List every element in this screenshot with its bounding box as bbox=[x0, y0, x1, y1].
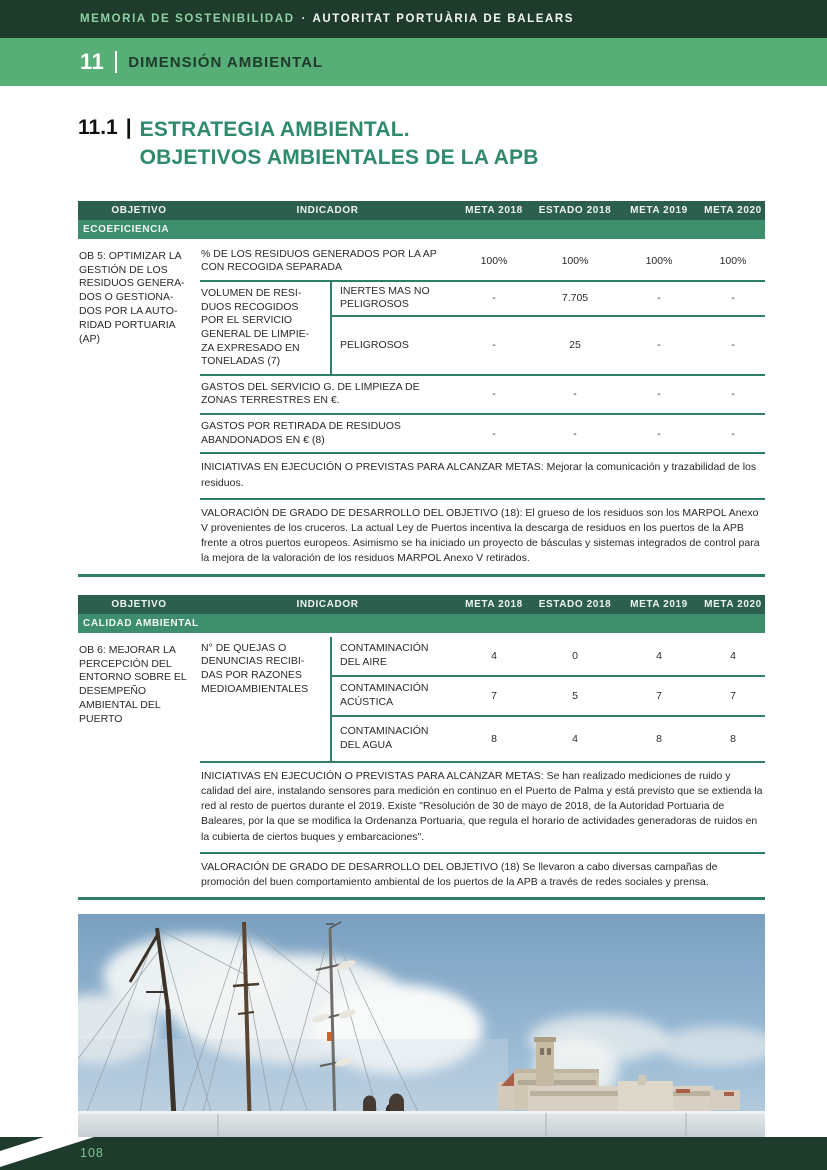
page-number: 108 bbox=[80, 1146, 104, 1160]
initiatives-paragraph: INICIATIVAS EN EJECUCIÓN O PREVISTAS PARA ALCANZAR METAS: Mejorar la comunicación y trazabilidad de los residuos. bbox=[200, 454, 765, 499]
port-photo bbox=[78, 914, 765, 1154]
value-cell: 0 bbox=[533, 637, 617, 677]
value-cell: - bbox=[701, 317, 765, 376]
value-cell: - bbox=[701, 415, 765, 454]
section-title-divider: | bbox=[125, 116, 132, 139]
value-cell: 4 bbox=[617, 637, 701, 677]
indicator-cell: N° DE QUEJAS O DENUNCIAS RECIBI-DAS POR RAZONES MEDIOAMBIENTALES bbox=[200, 637, 330, 763]
column-header-meta2020: META 2020 bbox=[701, 201, 765, 220]
column-header-meta2018: META 2018 bbox=[455, 595, 533, 614]
assessment-paragraph: VALORACIÓN DE GRADO DE DESARROLLO DEL OBJETIVO (18) Se llevaron a cabo diversas campañas de promoción del buen comportamiento ambiental de los puertos de la APB a través de redes sociales y prensa. bbox=[201, 860, 718, 888]
assessment-paragraph: VALORACIÓN DE GRADO DE DESARROLLO DEL OBJETIVO (18): El grueso de los residuos son los MARPOL Anexo V provenientes de los cruceros. La actual Ley de Puertos incentiva la descarga de residuos en los puertos de la APB frente a otros puertos europeos. Asimismo se ha iniciado un proyecto de básculas y sistemas integrados de control para la mejora de la valoración de los residuos MARPOL Anexo V retirados. bbox=[201, 506, 760, 565]
header-separator: · bbox=[301, 13, 306, 25]
value-cell: 7 bbox=[617, 677, 701, 717]
value-cell: 7.705 bbox=[533, 282, 617, 317]
value-cell: 100% bbox=[701, 243, 765, 282]
value-cell: 4 bbox=[701, 637, 765, 677]
value-cell: 8 bbox=[701, 717, 765, 763]
value-cell: 4 bbox=[533, 717, 617, 763]
section-title-block bbox=[78, 116, 827, 173]
value-cell: 7 bbox=[701, 677, 765, 717]
table-ecoeficiencia bbox=[78, 201, 765, 577]
column-header-meta2018: META 2018 bbox=[455, 201, 533, 220]
chapter-title: DIMENSIÓN AMBIENTAL bbox=[128, 53, 324, 71]
value-cell: 4 bbox=[455, 637, 533, 677]
indicator-cell: GASTOS DEL SERVICIO G. DE LIMPIEZA DE ZONAS TERRESTRES EN €. bbox=[200, 376, 455, 415]
chapter-number: 11 bbox=[80, 49, 105, 74]
section-title-line2: OBJETIVOS AMBIENTALES DE LA APB bbox=[139, 146, 539, 170]
value-cell: 7 bbox=[455, 677, 533, 717]
value-cell: - bbox=[455, 317, 533, 376]
sub-indicator-cell: INERTES MAS NO PELIGROSOS bbox=[330, 282, 455, 317]
column-header-indicador: INDICADOR bbox=[200, 201, 455, 220]
value-cell: - bbox=[617, 282, 701, 317]
value-cell: 100% bbox=[533, 243, 617, 282]
wall-top-edge bbox=[78, 1111, 765, 1114]
value-cell: - bbox=[617, 317, 701, 376]
column-header-objetivo: OBJETIVO bbox=[78, 595, 200, 614]
report-title: MEMORIA DE SOSTENIBILIDAD bbox=[80, 13, 295, 25]
column-header-objetivo: OBJETIVO bbox=[78, 201, 200, 220]
report-header-bar bbox=[0, 0, 827, 38]
initiatives-paragraph: INICIATIVAS EN EJECUCIÓN O PREVISTAS PARA ALCANZAR METAS: Se han realizado mediciones de ruido y calidad del aire, instalando sensores para medición en continuo en el Puerto de Palma y está previsto que se extienda la red al resto de puertos durante el 2019. Existe "Resolución de 30 de mayo de 2018, de la Autoridad Portuaria de Baleares, por la que se modifica la Ordenanza Portuaria, que regula el horario de actividades generadoras de ruidos en la cubierta de ciertos buques y embarcaciones". bbox=[200, 763, 765, 854]
value-cell: - bbox=[455, 376, 533, 415]
value-cell: 100% bbox=[617, 243, 701, 282]
value-cell: 5 bbox=[533, 677, 617, 717]
value-cell: - bbox=[701, 376, 765, 415]
organization-name: AUTORITAT PORTUÀRIA DE BALEARS bbox=[312, 13, 575, 25]
value-cell: - bbox=[617, 415, 701, 454]
value-cell: - bbox=[617, 376, 701, 415]
category-row: ECOEFICIENCIA bbox=[78, 220, 765, 239]
column-header-meta2019: META 2019 bbox=[617, 595, 701, 614]
section-number: 11.1 bbox=[78, 116, 118, 139]
chapter-bar bbox=[0, 38, 827, 86]
value-cell: - bbox=[533, 376, 617, 415]
sub-indicator-cell: CONTAMINACIÓN DEL AGUA bbox=[330, 717, 455, 763]
sub-indicator-cell: CONTAMINACIÓN ACÚSTICA bbox=[330, 677, 455, 717]
footer-graphic bbox=[0, 1137, 827, 1170]
column-header-estado2018: ESTADO 2018 bbox=[533, 201, 617, 220]
value-cell: - bbox=[533, 415, 617, 454]
value-cell: - bbox=[455, 282, 533, 317]
footer-bar bbox=[0, 1137, 827, 1170]
section-title-line1: ESTRATEGIA AMBIENTAL. bbox=[139, 118, 410, 141]
column-header-meta2020: META 2020 bbox=[701, 595, 765, 614]
sub-indicator-cell: PELIGROSOS bbox=[330, 317, 455, 376]
value-cell: 8 bbox=[455, 717, 533, 763]
objective-cell: OB 5: OPTIMIZAR LA GESTIÓN DE LOS RESIDUOS GENERA-DOS O GESTIONA-DOS POR LA AUTO-RIDAD PORTUARIA (AP) bbox=[79, 249, 185, 345]
column-header-indicador: INDICADOR bbox=[200, 595, 455, 614]
footer-background bbox=[0, 1137, 827, 1170]
category-row: CALIDAD AMBIENTAL bbox=[78, 614, 765, 633]
column-header-estado2018: ESTADO 2018 bbox=[533, 595, 617, 614]
value-cell: 8 bbox=[617, 717, 701, 763]
value-cell: - bbox=[455, 415, 533, 454]
indicator-cell: % DE LOS RESIDUOS GENERADOS POR LA AP CON RECOGIDA SEPARADA bbox=[200, 243, 455, 282]
section-title bbox=[140, 116, 539, 173]
column-header-meta2019: META 2019 bbox=[617, 201, 701, 220]
value-cell: - bbox=[701, 282, 765, 317]
value-cell: 25 bbox=[533, 317, 617, 376]
indicator-cell: GASTOS POR RETIRADA DE RESIDUOS ABANDONADOS EN € (8) bbox=[200, 415, 455, 454]
chapter-divider bbox=[115, 51, 117, 73]
objective-cell: OB 6: MEJORAR LA PERCEPCIÓN DEL ENTORNO SOBRE EL DESEMPEÑO AMBIENTAL DEL PUERTO bbox=[79, 643, 187, 725]
indicator-cell: VOLUMEN DE RESI-DUOS RECOGIDOS POR EL SERVICIO GENERAL DE LIMPIE-ZA EXPRESADO EN TONELADAS (7) bbox=[200, 282, 330, 376]
value-cell: 100% bbox=[455, 243, 533, 282]
sub-indicator-cell: CONTAMINACIÓN DEL AIRE bbox=[330, 637, 455, 677]
haze bbox=[78, 1039, 508, 1114]
table-calidad-ambiental bbox=[78, 595, 765, 901]
